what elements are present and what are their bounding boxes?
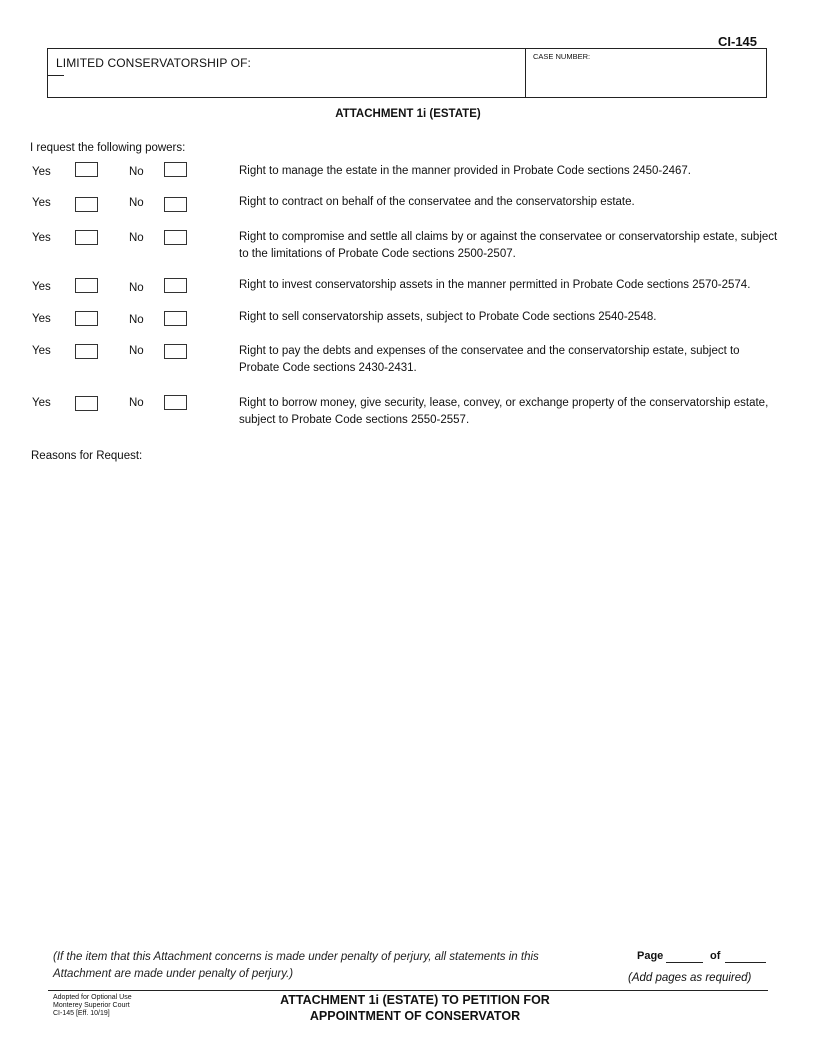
conservatorship-name-field[interactable] xyxy=(48,75,64,76)
yes-checkbox[interactable] xyxy=(75,278,98,293)
yes-checkbox[interactable] xyxy=(75,344,98,359)
reasons-label: Reasons for Request: xyxy=(31,450,143,462)
power-text: Right to manage the estate in the manner provided in Probate Code sections 2450-2467. xyxy=(239,165,691,177)
page-label: Page xyxy=(637,950,664,962)
yes-label: Yes xyxy=(32,197,51,209)
power-text: Right to borrow money, give security, lease, convey, or exchange property of the conservatorship estate, subject to Probate Code sections 2550-2557. xyxy=(239,397,769,426)
header-divider xyxy=(525,48,526,98)
penalty-note: (If the item that this Attachment concerns is made under penalty of perjury, all statements in this Attachment are made under penalty of perjury.) xyxy=(53,951,539,980)
conservatorship-label: LIMITED CONSERVATORSHIP OF: xyxy=(56,56,251,70)
yes-checkbox[interactable] xyxy=(75,396,98,411)
page-number-field[interactable] xyxy=(666,962,703,963)
no-checkbox[interactable] xyxy=(164,278,187,293)
yes-label: Yes xyxy=(32,313,51,325)
yes-label: Yes xyxy=(32,397,51,409)
yes-label: Yes xyxy=(32,345,51,357)
power-text: Right to invest conservatorship assets in the manner permitted in Probate Code sections 2570-2574. xyxy=(239,279,751,291)
yes-checkbox[interactable] xyxy=(75,197,98,212)
yes-label: Yes xyxy=(32,232,51,244)
yes-checkbox[interactable] xyxy=(75,311,98,326)
power-text: Right to pay the debts and expenses of the conservatee and the conservatorship estate, subject to Probate Code sections 2430-2431. xyxy=(239,345,740,374)
power-text: Right to contract on behalf of the conservatee and the conservatorship estate. xyxy=(239,196,635,208)
case-number-label: CASE NUMBER: xyxy=(533,52,591,61)
footer-title-line: APPOINTMENT OF CONSERVATOR xyxy=(309,1009,521,1023)
no-label: No xyxy=(129,314,144,326)
no-label: No xyxy=(129,345,144,357)
adoption-line: Adopted for Optional Use xyxy=(53,994,132,1001)
intro-text: I request the following powers: xyxy=(30,142,186,154)
no-label: No xyxy=(129,197,144,209)
power-text: Right to sell conservatorship assets, subject to Probate Code sections 2540-2548. xyxy=(239,311,657,323)
attachment-title: ATTACHMENT 1i (ESTATE) xyxy=(335,108,481,120)
yes-label: Yes xyxy=(32,281,51,293)
add-pages-note: (Add pages as required) xyxy=(628,972,752,984)
footer-title-line: ATTACHMENT 1i (ESTATE) TO PETITION FOR xyxy=(280,993,550,1007)
yes-label: Yes xyxy=(32,166,51,178)
adoption-line: CI-145 [Eff. 10/19] xyxy=(53,1010,110,1017)
of-label: of xyxy=(710,950,721,962)
no-checkbox[interactable] xyxy=(164,344,187,359)
adoption-line: Monterey Superior Court xyxy=(53,1002,130,1009)
yes-checkbox[interactable] xyxy=(75,162,98,177)
form-id: CI-145 xyxy=(718,34,758,49)
no-label: No xyxy=(129,282,144,294)
adoption-note xyxy=(53,994,132,1018)
no-checkbox[interactable] xyxy=(164,162,187,177)
footer-title xyxy=(230,992,600,1024)
no-checkbox[interactable] xyxy=(164,230,187,245)
power-text: Right to compromise and settle all claims by or against the conservatee or conservatorship estate, subject to the limitations of Probate Code sections 2500-2507. xyxy=(239,231,778,260)
no-checkbox[interactable] xyxy=(164,311,187,326)
yes-checkbox[interactable] xyxy=(75,230,98,245)
page-total-field[interactable] xyxy=(725,962,766,963)
no-label: No xyxy=(129,232,144,244)
no-checkbox[interactable] xyxy=(164,395,187,410)
no-checkbox[interactable] xyxy=(164,197,187,212)
no-label: No xyxy=(129,166,144,178)
footer-divider xyxy=(48,990,768,991)
no-label: No xyxy=(129,397,144,409)
